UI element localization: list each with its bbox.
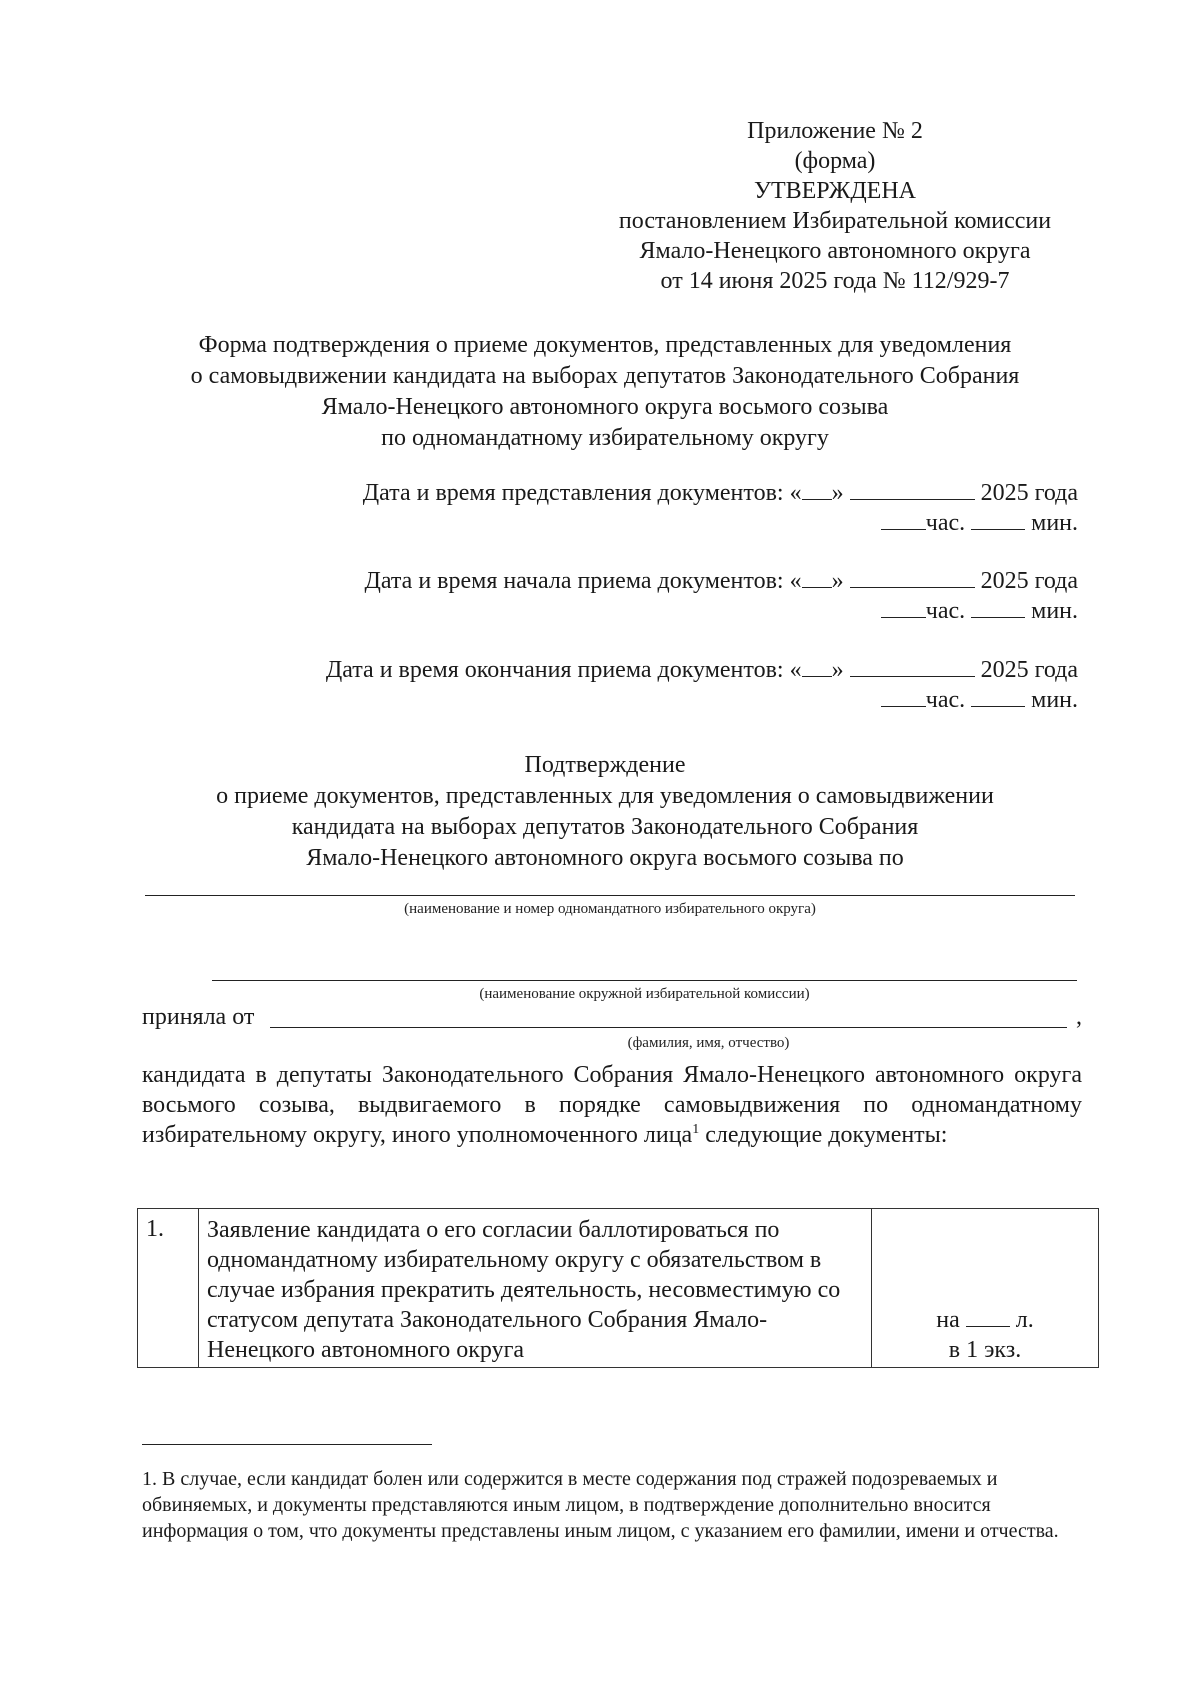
pages-prefix: на <box>936 1307 960 1333</box>
hours-label: час. <box>925 510 966 536</box>
confirmation-line: о приеме документов, представленных для уведомления о самовыдвижении <box>216 783 994 809</box>
approved-label: УТВЕРЖДЕНА <box>753 178 917 204</box>
minutes-label: мин. <box>1031 687 1078 713</box>
hours-label: час. <box>925 687 966 713</box>
comma: , <box>1076 1004 1082 1030</box>
candidate-paragraph <box>142 1060 1082 1150</box>
table-row <box>138 1209 1099 1368</box>
close-quote: » <box>831 480 844 506</box>
accepted-from-label: приняла от <box>142 1004 255 1030</box>
open-quote: « <box>789 568 802 594</box>
form-title-line: Ямало-Ненецкого автономного округа восьмого созыва <box>321 394 889 420</box>
day-field[interactable] <box>802 656 832 677</box>
month-field[interactable] <box>850 656 975 677</box>
form-title-line: о самовыдвижении кандидата на выборах депутатов Законодательного Собрания <box>190 363 1020 389</box>
year-label: 2025 года <box>980 480 1078 506</box>
documents-table <box>137 1208 1099 1368</box>
open-quote: « <box>789 480 802 506</box>
close-quote: » <box>831 568 844 594</box>
year-label: 2025 года <box>980 657 1078 683</box>
accepted-from-row <box>142 1003 1082 1033</box>
approval-region: Ямало-Ненецкого автономного округа <box>639 238 1031 264</box>
confirmation-line: Ямало-Ненецкого автономного округа восьмого созыва по <box>306 845 904 871</box>
minutes-field[interactable] <box>971 509 1025 530</box>
confirmation-heading: Подтверждение <box>524 752 686 778</box>
end-label: Дата и время окончания приема документов: <box>325 657 784 683</box>
form-title-line: Форма подтверждения о приеме документов, представленных для уведомления <box>198 332 1012 358</box>
commission-field[interactable] <box>212 980 1077 981</box>
candidate-name-field[interactable] <box>270 1027 1067 1028</box>
hours-field[interactable] <box>881 686 926 707</box>
year-label: 2025 года <box>980 568 1078 594</box>
submission-label: Дата и время представления документов: <box>362 480 784 506</box>
start-label: Дата и время начала приема документов: <box>364 568 784 594</box>
open-quote: « <box>789 657 802 683</box>
hours-field[interactable] <box>881 597 926 618</box>
copies-label: в 1 экз. <box>948 1337 1022 1363</box>
approval-block <box>580 116 1090 296</box>
submission-datetime <box>178 478 1078 538</box>
start-datetime <box>178 566 1078 626</box>
minutes-label: мин. <box>1031 510 1078 536</box>
end-datetime <box>178 655 1078 715</box>
close-quote: » <box>831 657 844 683</box>
month-field[interactable] <box>850 567 975 588</box>
form-title-line: по одномандатному избирательному округу <box>381 425 829 451</box>
pages-count-field[interactable] <box>966 1306 1010 1327</box>
row-pages <box>872 1209 1099 1368</box>
name-caption: (фамилия, имя, отчество) <box>627 1035 790 1051</box>
district-caption: (наименование и номер одномандатного избирательного округа) <box>404 901 816 917</box>
footnote-mark: 1 <box>692 1122 700 1137</box>
district-field[interactable] <box>145 895 1075 896</box>
commission-caption: (наименование окружной избирательной комиссии) <box>479 986 810 1002</box>
month-field[interactable] <box>850 479 975 500</box>
hours-label: час. <box>925 598 966 624</box>
minutes-field[interactable] <box>971 597 1025 618</box>
footnote-divider <box>142 1444 432 1445</box>
day-field[interactable] <box>802 479 832 500</box>
hours-field[interactable] <box>881 509 926 530</box>
row-description: Заявление кандидата о его согласии баллотироваться по одномандатному избирательному округу с обязательством в случае избрания прекратить деятельность, несовместимую со статусом депутата Законодательного Собрания Ямало-Ненецкого автономного округа <box>199 1209 872 1368</box>
approval-date: от 14 июня 2025 года № 112/929-7 <box>660 268 1010 294</box>
form-label: (форма) <box>794 148 876 174</box>
row-number: 1. <box>138 1209 199 1368</box>
form-title <box>130 330 1080 454</box>
pages-suffix: л. <box>1015 1307 1034 1333</box>
minutes-field[interactable] <box>971 686 1025 707</box>
footnote: 1. В случае, если кандидат болен или содержится в месте содержания под стражей подозреваемых и обвиняемых, и документы представляются иным лицом, в подтверждение дополнительно вносится информация о том, что документы представлены иным лицом, с указанием его фамилии, имени и отчества. <box>142 1468 1059 1542</box>
confirmation-line: кандидата на выборах депутатов Законодательного Собрания <box>291 814 919 840</box>
approval-resolution: постановлением Избирательной комиссии <box>618 208 1052 234</box>
day-field[interactable] <box>802 567 832 588</box>
minutes-label: мин. <box>1031 598 1078 624</box>
paragraph-text: кандидата в депутаты Законодательного Собрания Ямало-Ненецкого автономного округа восьмого созыва, выдвигаемого в порядке самовыдвижения по одномандатному избирательному округу, иного уполномоченного лица <box>142 1062 1082 1148</box>
paragraph-text-end: следующие документы: <box>699 1122 948 1148</box>
appendix-number: Приложение № 2 <box>747 118 923 144</box>
confirmation-block <box>130 750 1080 874</box>
